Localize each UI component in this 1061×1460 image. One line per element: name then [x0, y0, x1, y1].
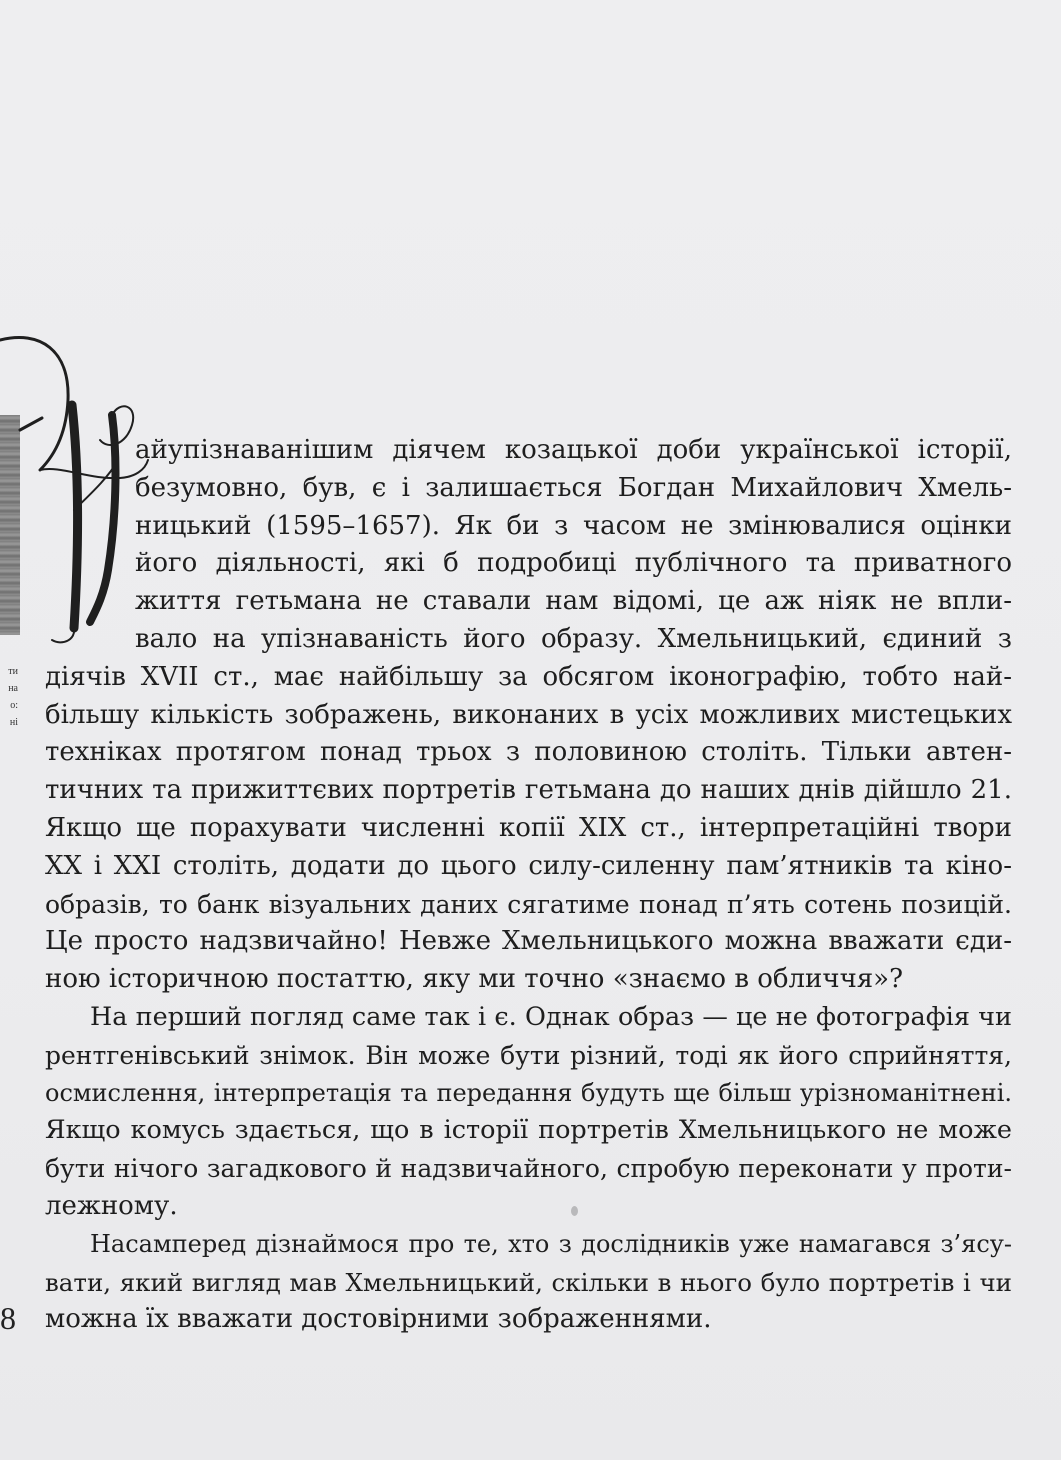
- text-line: ницький (1595–1657). Як би з часом не змінювалися оцінки: [135, 510, 1012, 541]
- side-caption-line: ні: [9, 717, 18, 728]
- text-line: осмислення, інтерпретація та передання будуть ще більш урізноманітнені.: [45, 1078, 1012, 1107]
- text-line: ною історичною постаттю, яку ми точно «знаємо в обличчя»?: [45, 964, 904, 995]
- text-line: діячів XVII ст., має найбільшу за обсягом іконографію, тобто най-: [45, 661, 1012, 692]
- text-line: рентгенівський знімок. Він може бути різний, тоді як його сприйняття,: [45, 1040, 1012, 1070]
- text-line: бути нічого загадкового й надзвичайного, спробую переконати у проти-: [45, 1154, 1012, 1184]
- text-line: Це просто надзвичайно! Невже Хмельницького можна вважати єди-: [45, 926, 1012, 957]
- paper-speck: [571, 1206, 578, 1216]
- text-line: вати, який вигляд мав Хмельницький, скільки в нього було портретів і чи: [45, 1267, 1012, 1297]
- text-line: життя гетьмана не ставали нам відомі, це аж ніяк не впли-: [135, 586, 1012, 617]
- text-line: лежному.: [45, 1190, 178, 1221]
- text-line: можна їх вважати достовірними зображеннями.: [45, 1304, 712, 1335]
- page-number: 8: [0, 1300, 16, 1336]
- paragraph-3: [45, 1226, 1012, 1339]
- text-line: айупізнаванішим діячем козацької доби української історії,: [135, 435, 1012, 465]
- text-line: XX і XXI століть, додати до цього силу-силенну пам’ятників та кіно-: [45, 850, 1012, 881]
- text-line: Якщо комусь здається, що в історії портретів Хмельницького не може: [45, 1115, 1012, 1146]
- text-line: вало на упізнаваність його образу. Хмельницький, єдиний з: [135, 623, 1012, 654]
- text-line: техніках протягом понад трьох з половиною століть. Тільки автен-: [45, 737, 1012, 768]
- side-caption-fragment: [0, 663, 18, 731]
- side-caption-line: ти: [8, 666, 18, 677]
- text-line: Насамперед дізнаймося про те, хто з дослідників уже намагався з’ясу-: [90, 1229, 1012, 1258]
- paragraph-2: [45, 999, 1012, 1226]
- text-line: безумовно, був, є і залишається Богдан Михайлович Хмель-: [135, 472, 1012, 503]
- text-line: його діяльності, які б подробиці публічного та приватного: [135, 548, 1012, 579]
- text-line: тичних та прижиттєвих портретів гетьмана до наших днів дійшло 21.: [45, 775, 1012, 806]
- text-line: Якщо ще порахувати численні копії XIX ст., інтерпретаційні твори: [45, 812, 1012, 843]
- side-caption-line: на: [8, 683, 18, 694]
- side-caption-line: о:: [10, 700, 18, 711]
- paragraph-1: [45, 432, 1012, 999]
- text-line: образів, то банк візуальних даних сягатиме понад п’ять сотень позицій.: [45, 889, 1012, 919]
- text-line: більшу кількість зображень, виконаних в усіх можливих мистецьких: [45, 699, 1012, 730]
- text-line: На перший погляд саме так і є. Однак образ — це не фотографія чи: [90, 1001, 1012, 1032]
- body-text: [45, 432, 1012, 1339]
